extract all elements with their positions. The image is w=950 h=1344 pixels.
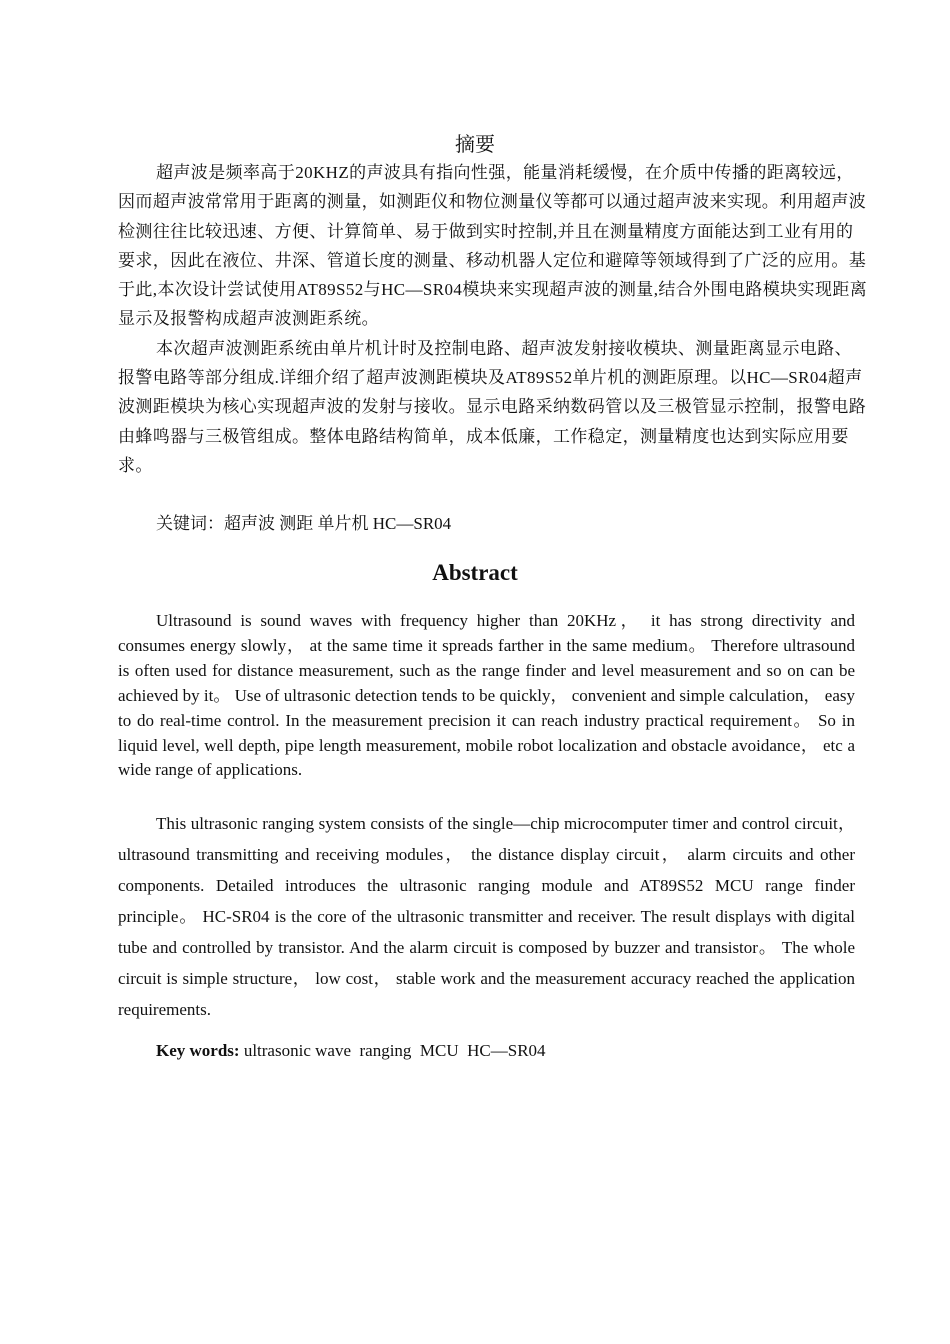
english-abstract-paragraph-2: This ultrasonic ranging system consists of the single—chip microcomputer timer and control circuit， ultrasound transmitting and receiving modules， the distance display circuit， alarm circuits and other components. Detailed introduces the ultrasonic ranging module and AT89S52 MCU range finder principle。 HC-SR04 is the core of the ultrasonic transmitter and receiver. The result displays with digital tube and controlled by transistor. And the alarm circuit is composed by buzzer and transistor。 The whole circuit is simple structure， low cost， stable work and the measurement accuracy reached the application requirements. bbox=[118, 814, 855, 1019]
chinese-keywords-values: 超声波 测距 单片机 HC—SR04 bbox=[224, 514, 452, 533]
english-keywords-values: ultrasonic wave ranging MCU HC—SR04 bbox=[239, 1041, 546, 1060]
chinese-abstract-body bbox=[118, 158, 868, 480]
chinese-abstract-paragraph-2: 本次超声波测距系统由单片机计时及控制电路、超声波发射接收模块、测量距离显示电路、报警电路等部分组成.详细介绍了超声波测距模块及AT89S52单片机的测距原理。以HC—SR04超声波测距模块为核心实现超声波的发射与接收。显示电路采纳数码管以及三极管显示控制，报警电路由蜂鸣器与三极管组成。整体电路结构简单，成本低廉，工作稳定，测量精度也达到实际应用要求。 bbox=[118, 338, 867, 475]
chinese-abstract-title: 摘要 bbox=[455, 134, 495, 156]
chinese-keywords-label: 关键词： bbox=[156, 514, 224, 533]
chinese-keywords bbox=[156, 511, 451, 537]
english-keywords bbox=[156, 1038, 546, 1064]
english-keywords-label: Key words: bbox=[156, 1041, 240, 1060]
english-abstract-title: Abstract bbox=[432, 560, 518, 585]
chinese-abstract-paragraph-1: 超声波是频率高于20KHZ的声波具有指向性强，能量消耗缓慢，在介质中传播的距离较远，因而超声波常常用于距离的测量，如测距仪和物位测量仪等都可以通过超声波来实现。利用超声波检测往往比较迅速、方便、计算简单、易于做到实时控制,并且在测量精度方面能达到工业有用的要求，因此在液位、井深、管道长度的测量、移动机器人定位和避障等领域得到了广泛的应用。基于此,本次设计尝试使用AT89S52与HC—SR04模块来实现超声波的测量,结合外围电路模块实现距离显示及报警构成超声波测距系统。 bbox=[118, 163, 868, 329]
english-abstract-paragraph-1: Ultrasound is sound waves with frequency higher than 20KHz， it has strong directivity and consumes energy slowly， at the same time it spreads farther in the same medium。 Therefore ultrasound is often used for distance measurement, such as the range finder and level measurement and so on can be achieved by it。 Use of ultrasonic detection tends to be quickly， convenient and simple calculation， easy to do real-time control. In the measurement precision it can reach industry practical requirement。 So in liquid level, well depth, pipe length measurement, mobile robot localization and obstacle avoidance， etc a wide range of applications. bbox=[118, 611, 855, 780]
